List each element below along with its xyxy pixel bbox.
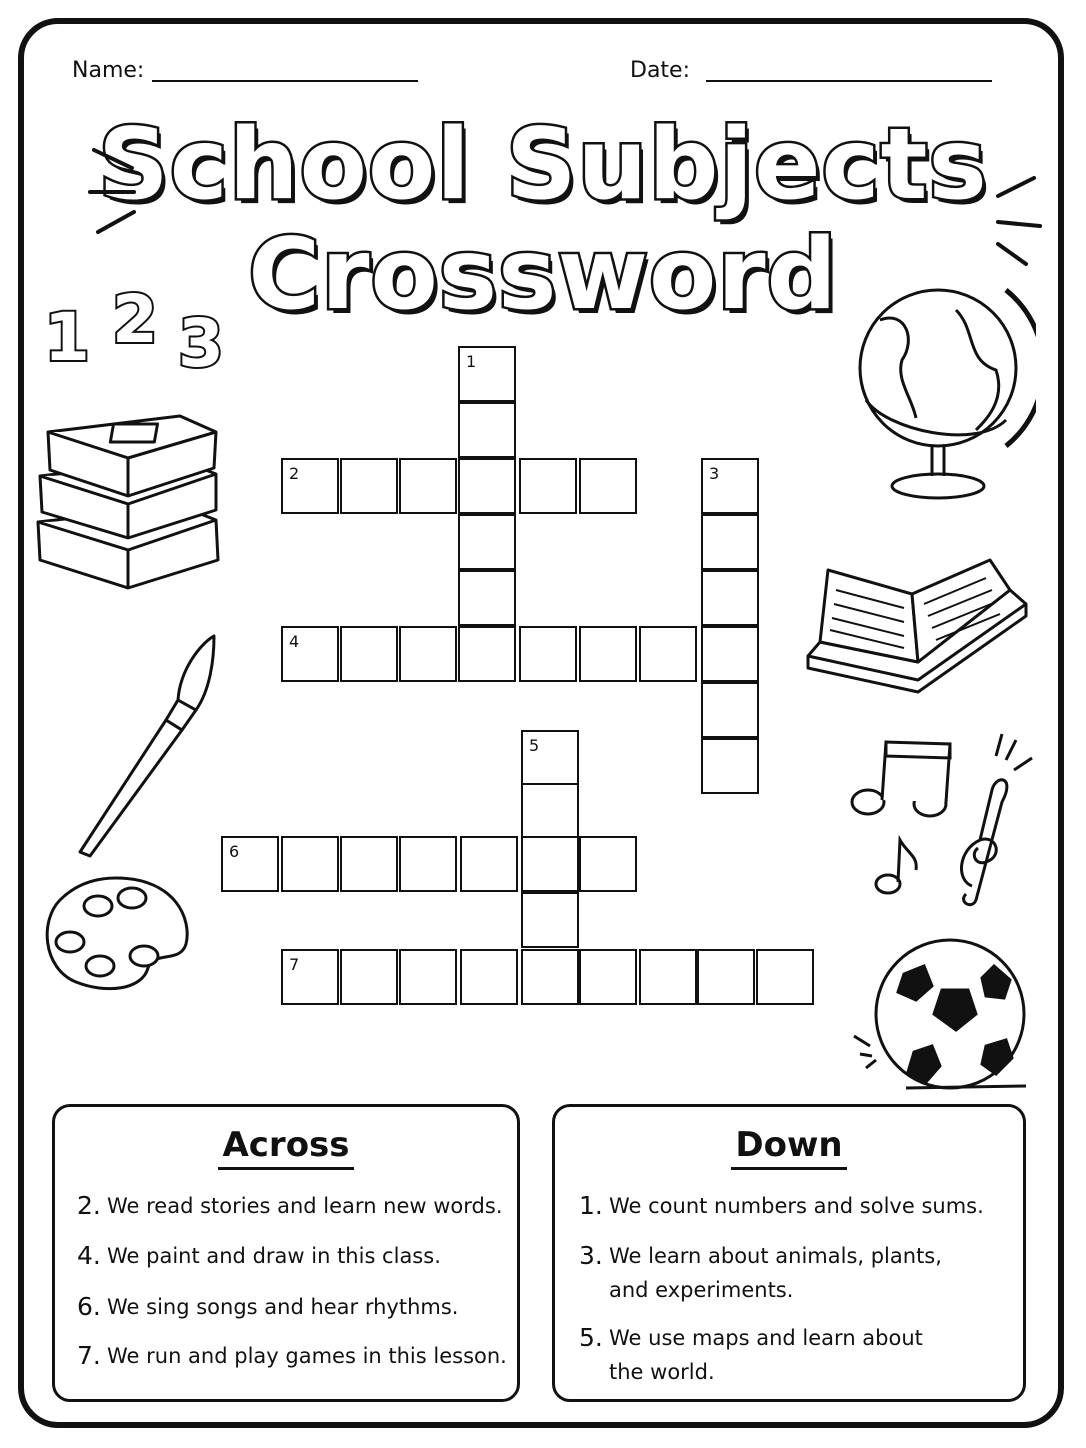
crossword-cell[interactable] [281,949,339,1005]
crossword-cell[interactable] [521,730,579,786]
soccer-ball-icon [846,936,1032,1092]
globe-icon [846,280,1036,510]
crossword-cell[interactable] [579,836,637,892]
crossword-cell[interactable] [521,783,579,839]
clue-number: 7 [289,955,300,974]
crossword-cell[interactable] [340,458,398,514]
date-field[interactable] [706,80,992,82]
clue-number: 5 [529,736,540,755]
crossword-cell[interactable] [579,949,637,1005]
crossword-cell[interactable] [399,626,457,682]
crossword-cell[interactable] [579,626,637,682]
decor-number-1: 1 [44,299,90,376]
number-blocks-icon [36,270,246,380]
crossword-cell[interactable] [639,949,697,1005]
crossword-cell[interactable] [458,402,516,458]
down-clue: 3. We learn about animals, plants, and experiments. [579,1241,942,1302]
decor-number-3: 3 [178,305,224,380]
crossword-cell[interactable] [399,836,457,892]
clue-number: 1 [466,352,477,371]
name-field[interactable] [152,80,418,82]
date-label: Date: [630,58,690,83]
across-clue: 6. We sing songs and hear rhythms. [77,1292,459,1321]
across-clues-box [52,1104,520,1402]
name-label: Name: [72,58,145,83]
down-clues-box [552,1104,1026,1402]
decor-number-2: 2 [112,281,158,358]
music-notes-icon [846,730,1046,910]
crossword-cell[interactable] [579,458,637,514]
crossword-cell[interactable] [221,836,279,892]
crossword-cell[interactable] [458,626,516,682]
burst-lines-right-icon [990,170,1050,270]
crossword-cell[interactable] [460,836,518,892]
crossword-cell[interactable] [458,570,516,626]
crossword-cell[interactable] [521,949,579,1005]
crossword-cell[interactable] [458,346,516,402]
title-line-2: Crossword [248,218,838,332]
crossword-cell[interactable] [701,570,759,626]
across-clue: 7. We run and play games in this lesson. [77,1341,507,1370]
crossword-cell[interactable] [340,626,398,682]
crossword-cell[interactable] [521,836,579,892]
down-heading: Down [555,1125,1023,1170]
crossword-cell[interactable] [460,949,518,1005]
crossword-cell[interactable] [521,892,579,948]
clue-number: 4 [289,632,300,651]
down-clue: 5. We use maps and learn about the world. [579,1323,923,1384]
paintbrush-icon [70,630,230,860]
crossword-cell[interactable] [399,458,457,514]
crossword-cell[interactable] [399,949,457,1005]
crossword-cell[interactable] [701,514,759,570]
crossword-cell[interactable] [458,458,516,514]
clue-number: 3 [709,464,720,483]
across-heading: Across [55,1125,517,1170]
clue-number: 6 [229,842,240,861]
crossword-cell[interactable] [281,458,339,514]
clue-number: 2 [289,464,300,483]
crossword-cell[interactable] [701,458,759,514]
palette-icon [36,870,196,1000]
crossword-cell[interactable] [756,949,814,1005]
crossword-cell[interactable] [281,836,339,892]
crossword-cell[interactable] [639,626,697,682]
burst-lines-left-icon [84,140,144,240]
title-line-1: School Subjects [98,108,988,222]
crossword-cell[interactable] [519,458,577,514]
across-clue: 4. We paint and draw in this class. [77,1241,441,1270]
books-stack-icon [30,410,230,595]
open-book-icon [800,550,1036,710]
down-clue: 1. We count numbers and solve sums. [579,1191,984,1220]
crossword-cell[interactable] [697,949,755,1005]
crossword-cell[interactable] [340,949,398,1005]
crossword-cell[interactable] [701,682,759,738]
crossword-cell[interactable] [701,738,759,794]
crossword-cell[interactable] [701,626,759,682]
crossword-cell[interactable] [340,836,398,892]
across-clue: 2. We read stories and learn new words. [77,1191,503,1220]
crossword-cell[interactable] [458,514,516,570]
crossword-cell[interactable] [281,626,339,682]
crossword-cell[interactable] [519,626,577,682]
